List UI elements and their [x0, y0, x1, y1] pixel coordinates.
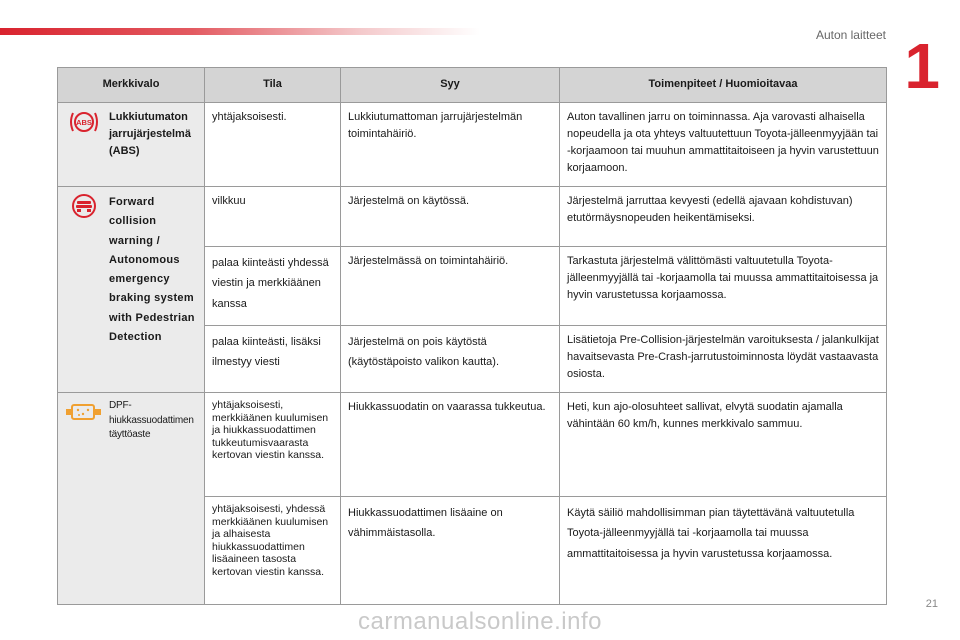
- dpf-filter-icon: [65, 399, 103, 425]
- warning-lights-table: [57, 67, 887, 605]
- state-cell: palaa kiinteästi, lisäksi ilmestyy viesti: [205, 326, 341, 393]
- state-cell: yhtäjaksoisesti, merkkiäänen kuulumisen ja hiukkassuodattimen tukkeutumisvaarasta kertovan viestin kanssa.: [205, 393, 341, 497]
- action-cell: Lisätietoja Pre-Collision-järjestelmän varoituksesta / jalankulkijat havaitsevasta Pre-Crash-jarrutustoiminnosta löydät vastaavasta osiosta.: [560, 326, 887, 393]
- cause-cell: Järjestelmä on käytössä.: [341, 187, 560, 247]
- abs-warning-icon: [65, 109, 103, 135]
- indicator-name: Forward collision warning / Autonomous emergency braking system with Pedestrian Detection: [109, 196, 195, 343]
- cause-cell: Järjestelmä on pois käytöstä (käytöstäpoisto valikon kautta).: [341, 326, 560, 393]
- column-header-action: Toimenpiteet / Huomioitavaa: [560, 68, 887, 103]
- table-row: [58, 103, 887, 187]
- action-cell: Järjestelmä jarruttaa kevyesti (edellä ajavaan kohdistuvan) etutörmäysnopeuden heikentämiseksi.: [560, 187, 887, 247]
- cause-cell: Lukkiutumattoman jarrujärjestelmän toimintahäiriö.: [341, 103, 560, 187]
- action-cell: Heti, kun ajo-olosuhteet sallivat, elvytä suodatin ajamalla vähintään 60 km/h, kunnes merkkivalo sammuu.: [560, 393, 887, 497]
- state-cell: vilkkuu: [205, 187, 341, 247]
- watermark: carmanualsonline.info: [358, 608, 602, 635]
- action-cell: Tarkastuta järjestelmä välittömästi valtuutetulla Toyota-jälleenmyyjällä tai -korjaamolla tai muussa ammattitaitoisessa ja hyvin varustetussa korjaamossa.: [560, 247, 887, 326]
- cause-cell: Hiukkassuodattimen lisäaine on vähimmäistasolla.: [341, 497, 560, 605]
- state-cell: yhtäjaksoisesti.: [205, 103, 341, 187]
- page-number: 21: [925, 598, 938, 610]
- indicator-name: DPF-hiukkassuodattimen täyttöaste: [109, 400, 194, 440]
- table-header-row: [58, 68, 887, 103]
- action-cell: Käytä säiliö mahdollisimman pian täytettävänä valtuutetulla Toyota-jälleenmyyjällä tai -korjaamolla tai muussa ammattitaitoisessa ja hyvin varustetussa korjaamossa.: [560, 497, 887, 605]
- indicator-name: Lukkiutumaton jarrujärjestelmä (ABS): [109, 111, 191, 158]
- collision-warning-icon: [65, 193, 103, 219]
- table-row: [58, 393, 887, 497]
- cause-cell: Hiukkassuodatin on vaarassa tukkeutua.: [341, 393, 560, 497]
- indicator-cell-collision: [58, 187, 205, 393]
- svg-text:ABS: ABS: [76, 118, 92, 127]
- column-header-state: Tila: [205, 68, 341, 103]
- indicator-cell-dpf: [58, 393, 205, 605]
- table-row: [58, 187, 887, 247]
- header-accent-bar: [0, 28, 480, 35]
- chapter-number: 1: [904, 30, 940, 102]
- indicator-cell-abs: [58, 103, 205, 187]
- section-title: Auton laitteet: [815, 28, 886, 42]
- column-header-indicator: Merkkivalo: [58, 68, 205, 103]
- state-cell: palaa kiinteästi yhdessä viestin ja merkkiäänen kanssa: [205, 247, 341, 326]
- cause-cell: Järjestelmässä on toimintahäiriö.: [341, 247, 560, 326]
- action-cell: Auton tavallinen jarru on toiminnassa. Aja varovasti alhaisella nopeudella ja ota yhteys valtuutettuun Toyota-jälleenmyyjään tai -korjaamoon tai muuhun ammattitaitoiseen ja hyvin varustettuun korjaamoon.: [560, 103, 887, 187]
- column-header-cause: Syy: [341, 68, 560, 103]
- state-cell: yhtäjaksoisesti, yhdessä merkkiäänen kuulumisen ja alhaisesta hiukkassuodattimen lisäaineen tasosta kertovan viestin kanssa.: [205, 497, 341, 605]
